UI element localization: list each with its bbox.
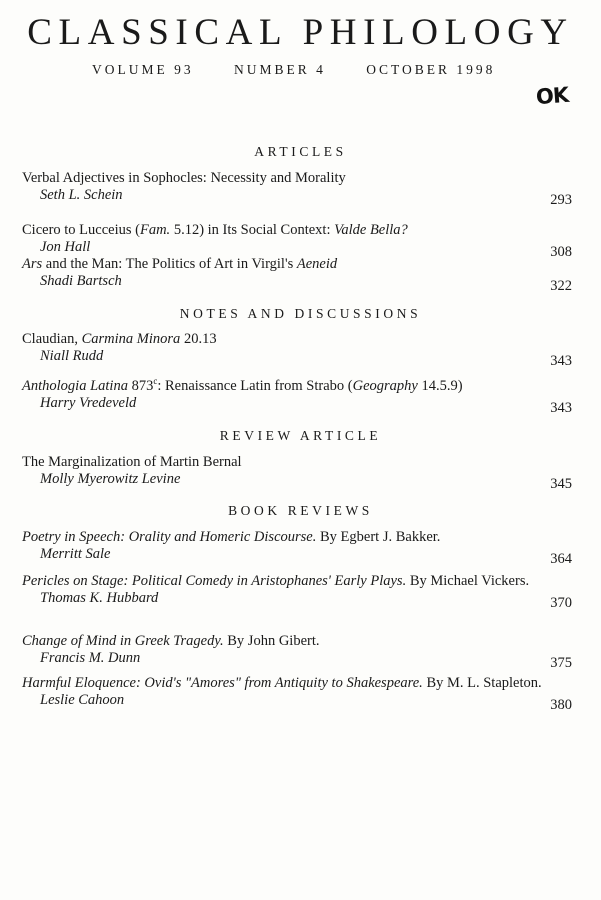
entry-page: 370 xyxy=(550,595,572,611)
entry-title: Poetry in Speech: Orality and Homeric Discourse. By Egbert J. Bakker. xyxy=(22,529,441,545)
entry-author: Thomas K. Hubbard xyxy=(40,590,159,606)
entry-page: 375 xyxy=(550,655,572,671)
section-heading-book-reviews: BOOK REVIEWS xyxy=(228,503,373,518)
entry-title: Anthologia Latina 873$^c$: Renaissance Latin from Strabo (Geography 14.5.9) xyxy=(22,376,463,394)
toc-entry[interactable] xyxy=(22,573,572,611)
toc-entry[interactable] xyxy=(22,454,572,492)
toc-entry[interactable] xyxy=(22,222,572,260)
entry-title: Change of Mind in Greek Tragedy. By John Gibert. xyxy=(22,633,320,649)
toc-entry[interactable] xyxy=(22,529,572,567)
entry-author: Niall Rudd xyxy=(40,348,104,364)
issue-number: NUMBER 4 xyxy=(234,62,326,77)
entry-author: Jon Hall xyxy=(40,239,91,255)
toc-entry[interactable] xyxy=(22,633,572,671)
entry-title: The Marginalization of Martin Bernal xyxy=(22,454,242,470)
entry-page: 308 xyxy=(550,244,572,260)
entry-page: 322 xyxy=(550,278,572,294)
entry-page: 343 xyxy=(550,353,572,369)
entry-page: 343 xyxy=(550,400,572,416)
entry-author: Harry Vredeveld xyxy=(40,395,137,411)
toc-entry[interactable] xyxy=(22,376,572,416)
handwritten-ok-mark: OK xyxy=(535,82,569,110)
entry-title: Cicero to Lucceius (Fam. 5.12) in Its Social Context: Valde Bella? xyxy=(22,222,408,238)
section-heading-notes: NOTES AND DISCUSSIONS xyxy=(179,306,422,321)
section-heading-articles: ARTICLES xyxy=(254,144,347,159)
toc-entry[interactable] xyxy=(22,675,572,713)
entry-page: 293 xyxy=(550,192,572,208)
section-heading-review-article: REVIEW ARTICLE xyxy=(219,428,382,443)
entry-page: 345 xyxy=(550,476,572,492)
entry-page: 380 xyxy=(550,697,572,713)
issue-line xyxy=(92,62,495,78)
entry-author: Francis M. Dunn xyxy=(40,650,141,666)
entry-title: Harmful Eloquence: Ovid's "Amores" from Antiquity to Shakespeare. By M. L. Stapleton. xyxy=(22,675,542,691)
entry-author: Molly Myerowitz Levine xyxy=(40,471,181,487)
entry-page: 364 xyxy=(550,551,572,567)
toc-entry[interactable] xyxy=(22,170,572,208)
toc-entry[interactable] xyxy=(22,331,572,369)
entry-title: Ars and the Man: The Politics of Art in Virgil's Aeneid xyxy=(22,256,338,272)
issue-date: OCTOBER 1998 xyxy=(366,62,496,77)
entry-author: Merritt Sale xyxy=(40,546,111,562)
entry-title: Claudian, Carmina Minora 20.13 xyxy=(22,331,217,347)
entry-title: Verbal Adjectives in Sophocles: Necessity and Morality xyxy=(22,170,346,186)
toc-entry[interactable] xyxy=(22,256,572,294)
entry-author: Leslie Cahoon xyxy=(40,692,125,708)
volume: VOLUME 93 xyxy=(92,62,194,77)
entry-author: Seth L. Schein xyxy=(40,187,123,203)
journal-title: CLASSICAL PHILOLOGY xyxy=(27,12,574,53)
entry-author: Shadi Bartsch xyxy=(40,273,122,289)
entry-title: Pericles on Stage: Political Comedy in Aristophanes' Early Plays. By Michael Vickers. xyxy=(22,573,530,589)
